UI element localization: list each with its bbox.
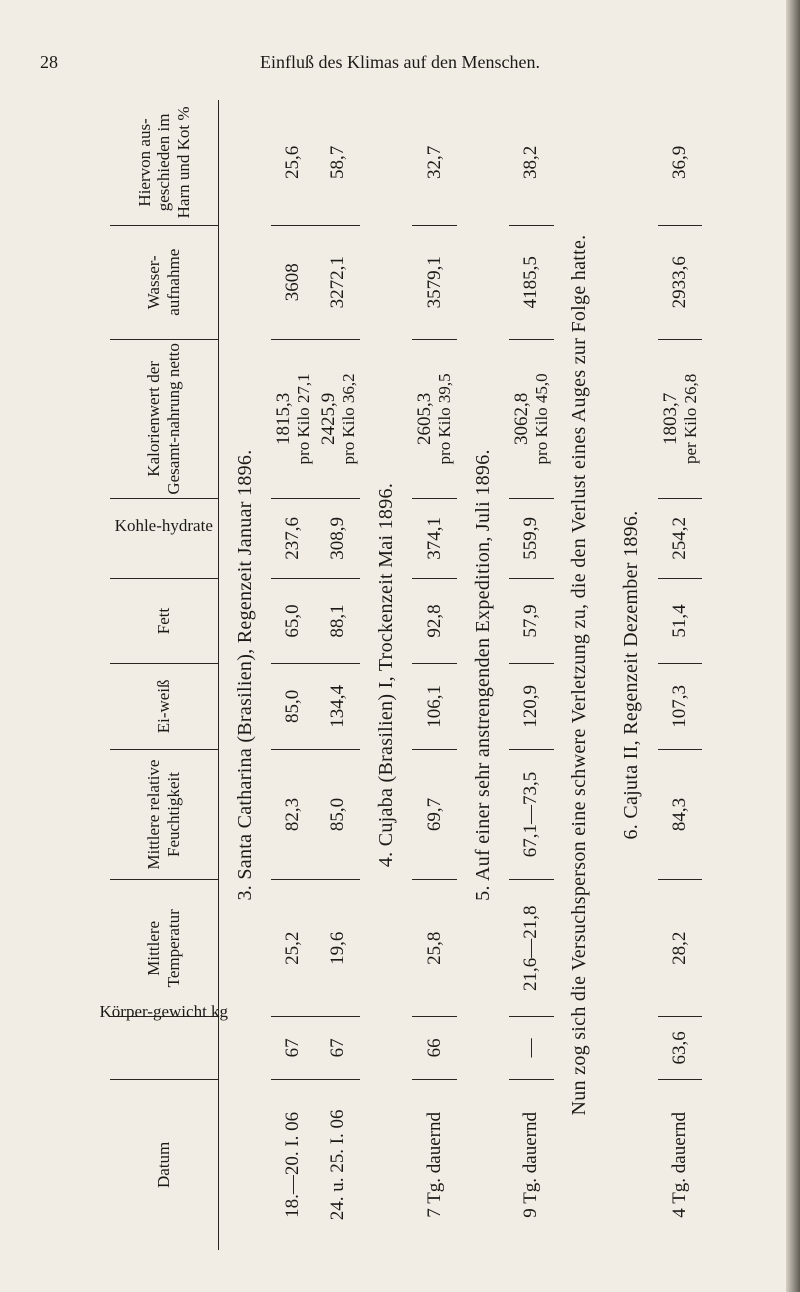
- section-title: 3. Santa Catharina (Brasilien), Regenzeit Januar 1896.: [233, 449, 256, 901]
- table-cell: 38,2: [509, 100, 554, 225]
- page-header: [0, 52, 800, 82]
- column-header: [110, 100, 219, 225]
- table-cell: —: [509, 1017, 554, 1080]
- table-cell: 66: [412, 1017, 457, 1080]
- table-cell: 32,7: [412, 100, 457, 225]
- table-cell: 3272,1: [316, 225, 361, 339]
- column-header-label: Datum: [154, 1141, 174, 1188]
- table-row: [658, 100, 703, 1250]
- column-header: [110, 749, 219, 880]
- table-cell: 18.—20. I. 06: [282, 1111, 304, 1218]
- table-cell: 254,2: [658, 499, 703, 579]
- table-cell: 4 Tg. dauernd: [669, 1112, 691, 1218]
- table-cell: 2933,6: [658, 225, 703, 339]
- column-header-label: Hiervon aus-geschieden im Harn und Kot %: [134, 106, 193, 219]
- column-header: [110, 339, 219, 498]
- column-header-label: Ei-weiß: [154, 679, 174, 734]
- table-cell: 237,6: [271, 499, 316, 579]
- table-cell: 1815,3 pro Kilo 27,1: [271, 339, 316, 498]
- table-cell: 559,9: [509, 499, 554, 579]
- table-row: [412, 100, 457, 1250]
- page-edge-shadow: [786, 0, 800, 1292]
- table-cell: 69,7: [412, 749, 457, 880]
- per-kilo-note: pro Kilo 45,0: [532, 373, 552, 465]
- column-header-label: Kalorienwert der Gesamt-nahrung netto: [144, 343, 183, 495]
- table-cell: 21,6—21,8: [509, 880, 554, 1017]
- column-header: [110, 880, 219, 1017]
- table-cell: 88,1: [316, 578, 361, 663]
- rotated-table-wrapper: [99, 100, 740, 1250]
- table-cell: 67: [271, 1017, 316, 1080]
- table-cell: 25,8: [412, 880, 457, 1017]
- table-cell: 58,7: [316, 100, 361, 225]
- per-kilo-note: pro Kilo 39,5: [435, 373, 455, 465]
- table-cell: 19,6: [316, 880, 361, 1017]
- table-cell: 25,6: [271, 100, 316, 225]
- table-cell: 92,8: [412, 578, 457, 663]
- running-title: Einfluß des Klimas auf den Menschen.: [260, 52, 540, 72]
- section-title-row: [219, 100, 272, 1250]
- table-cell: 67: [316, 1017, 361, 1080]
- per-kilo-note: pro Kilo 27,1: [294, 373, 313, 465]
- section-title: 4. Cujaba (Brasilien) I, Trockenzeit Mai 1896.: [374, 482, 397, 868]
- section-title: 5. Auf einer sehr anstrengenden Expedition, Juli 1896.: [471, 449, 494, 901]
- table-stage: [99, 100, 740, 1250]
- table-body: [219, 100, 703, 1250]
- page-number: 28: [40, 52, 58, 72]
- per-kilo-note: per Kilo 26,8: [680, 373, 700, 464]
- column-header: [110, 578, 219, 663]
- per-kilo-note: pro Kilo 36,2: [338, 373, 358, 465]
- column-header-label: Fett: [154, 607, 174, 635]
- column-header: [110, 499, 219, 579]
- table-cell: 63,6: [658, 1017, 703, 1080]
- table-cell: 25,2: [271, 880, 316, 1017]
- table-cell: 3062,8 pro Kilo 45,0: [509, 339, 554, 498]
- table-cell: 107,3: [658, 664, 703, 749]
- table-row: [509, 100, 554, 1250]
- table-cell: 57,9: [509, 578, 554, 663]
- column-header: [110, 225, 219, 339]
- table-cell: 1803,7 per Kilo 26,8: [658, 339, 703, 498]
- column-header: [99, 1001, 229, 1080]
- section-title: Nun zog sich die Versuchsperson eine schwere Verletzung zu, die den Verlust eines Auges zur Folge hatte.: [568, 234, 591, 1116]
- table-cell: 3608: [271, 225, 316, 339]
- table-cell: 120,9: [509, 664, 554, 749]
- table-row: [271, 100, 316, 1250]
- table-cell: 51,4: [658, 578, 703, 663]
- column-header-label: Mittlere relative Feuchtigkeit: [144, 759, 183, 870]
- column-header-label: Mittlere Temperatur: [144, 909, 183, 988]
- table-cell: 67,1—73,5: [509, 749, 554, 880]
- column-header-label: Körper-gewicht kg: [99, 1001, 229, 1021]
- table-cell: 4185,5: [509, 225, 554, 339]
- table-row: [316, 100, 361, 1250]
- table-cell: 9 Tg. dauernd: [520, 1112, 542, 1218]
- table-cell: 24. u. 25. I. 06: [327, 1109, 349, 1221]
- table-cell: 85,0: [271, 664, 316, 749]
- section-title-row: [606, 100, 658, 1250]
- table-cell: 2425,9 pro Kilo 36,2: [316, 339, 361, 498]
- table-cell: 134,4: [316, 664, 361, 749]
- table-cell: 374,1: [412, 499, 457, 579]
- column-header-label: Kohle-hydrate: [114, 515, 214, 535]
- data-table: [99, 100, 702, 1250]
- table-cell: 65,0: [271, 578, 316, 663]
- section-title-row: [457, 100, 509, 1250]
- table-cell: 2605,3 pro Kilo 39,5: [412, 339, 457, 498]
- column-header-label: Wasser-aufnahme: [144, 248, 183, 316]
- table-cell: 7 Tg. dauernd: [423, 1112, 445, 1218]
- table-cell: 84,3: [658, 749, 703, 880]
- column-header: [110, 664, 219, 749]
- table-cell: 3579,1: [412, 225, 457, 339]
- table-cell: 36,9: [658, 100, 703, 225]
- table-cell: 28,2: [658, 880, 703, 1017]
- table-cell: 85,0: [316, 749, 361, 880]
- table-header-row: [110, 100, 219, 1250]
- table-cell: 82,3: [271, 749, 316, 880]
- section-title-row: [554, 100, 606, 1250]
- table-cell: 106,1: [412, 664, 457, 749]
- table-cell: 308,9: [316, 499, 361, 579]
- section-title-row: [360, 100, 412, 1250]
- column-header: [110, 1079, 219, 1250]
- section-title: 6. Cajuta II, Regenzeit Dezember 1896.: [620, 510, 643, 840]
